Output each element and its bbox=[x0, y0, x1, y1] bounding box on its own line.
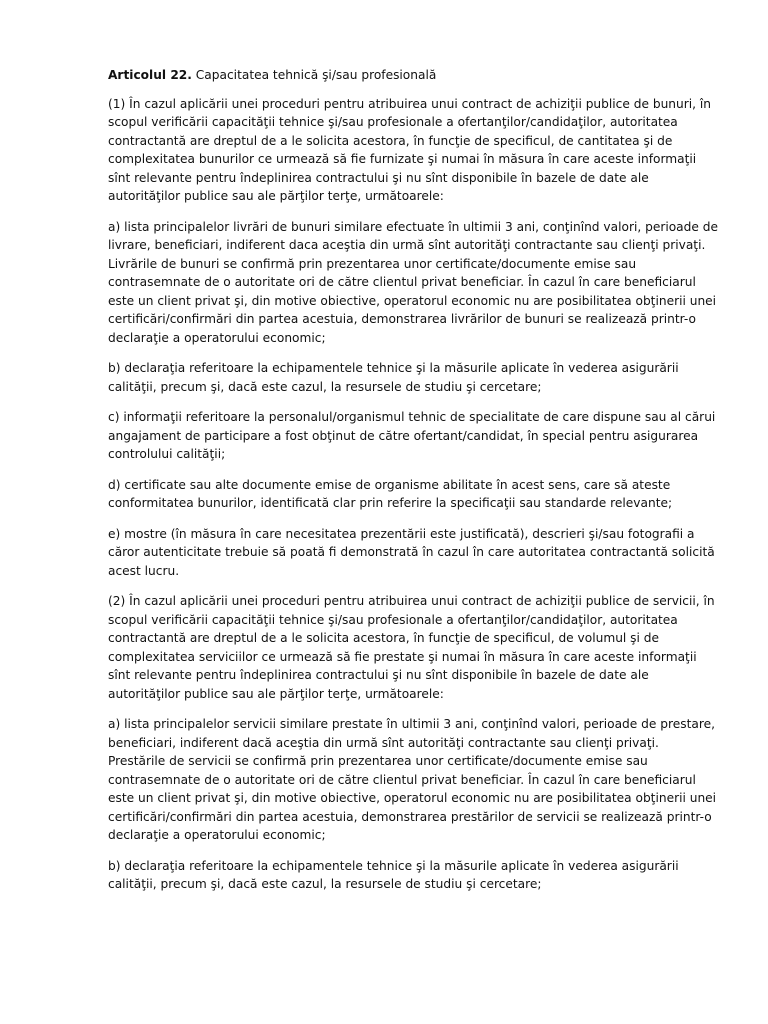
paragraph-1-item-c: c) informaţii referitoare la personalul/organismul tehnic de specialitate de care dispune sau al cărui angajament de participare a fost obţinut de către ofertant/candidat, în special pentru asigurarea controlului calităţii; bbox=[108, 410, 716, 461]
document-page bbox=[108, 66, 718, 906]
paragraph-1-item-a: a) lista principalelor livrări de bunuri similare efectuate în ultimii 3 ani, conţinînd valori, perioade de livrare, beneficiari, indiferent daca aceştia din urmă sînt autorităţi contractante sau clienţi privaţi. Livrările de bunuri se confirmă prin prezentarea unor certificate/documente emise sau contrasemnate de o autoritate ori de către clientul privat beneficiar. În cazul în care beneficiarul este un client privat şi, din motive obiective, operatorul economic nu are posibilitatea obţinerii unei certificări/confirmări din partea acestuia, demonstrarea livrărilor de bunuri se realizează printr-o declaraţie a operatorului economic; bbox=[108, 219, 718, 345]
paragraph-1-item-e: e) mostre (în măsura în care necesitatea prezentării este justificată), descrieri şi/sau fotografii a căror autenticitate trebuie să poată fi demonstrată în cazul în care autoritatea contractantă solicită acest lucru. bbox=[108, 526, 715, 578]
article-title: Capacitatea tehnică şi/sau profesională bbox=[195, 68, 437, 82]
paragraph-1-item-b: b) declaraţia referitoare la echipamentele tehnice şi la măsurile aplicate în vederea asigurării calităţii, precum şi, dacă este cazul, la resursele de studiu şi cercetare; bbox=[108, 361, 679, 394]
article-number: Articolul 22. bbox=[108, 68, 192, 82]
paragraph-1-item-d: d) certificate sau alte documente emise de organisme abilitate în acest sens, care să ateste conformitatea bunurilor, identificată clar prin referire la specificaţii sau standarde relevante; bbox=[108, 477, 673, 510]
article-heading bbox=[108, 66, 718, 85]
paragraph-2-item-b: b) declaraţia referitoare la echipamentele tehnice şi la măsurile aplicate în vederea asigurării calităţii, precum şi, dacă este cazul, la resursele de studiu şi cercetare; bbox=[108, 858, 679, 891]
paragraph-2-item-a: a) lista principalelor servicii similare prestate în ultimii 3 ani, conţinînd valori, perioade de prestare, beneficiari, indiferent dacă aceştia din urmă sînt autorităţi contractante sau clienţi privaţi. Prestările de servicii se confirmă prin prezentarea unor certificate/documente emise sau contrasemnate de o autoritate ori de către clientul privat beneficiar. În cazul în care beneficiarul este un client privat şi, din motive obiective, operatorul economic nu are posibilitatea obţinerii unei certificări/confirmări din partea acestuia, demonstrarea prestărilor de servicii se realizează printr-o declaraţie a operatorului economic; bbox=[108, 717, 717, 842]
paragraph-2: (2) În cazul aplicării unei proceduri pentru atribuirea unui contract de achiziţii publice de servicii, în scopul verificării capacităţii tehnice şi/sau profesionale a ofertanţilor/candidaţilor, autoritatea contractantă are dreptul de a le solicita acestora, în funcţie de specificul, de volumul şi de complexitatea serviciilor ce urmează să fie prestate şi numai în măsura în care aceste informaţii sînt relevante pentru îndeplinirea contractului şi nu sînt disponibile în bazele de date ale autorităţilor publice sau ale părţilor terţe, următoarele: bbox=[108, 594, 715, 701]
paragraph-1: (1) În cazul aplicării unei proceduri pentru atribuirea unui contract de achiziţii publice de bunuri, în scopul verificării capacităţii tehnice şi/sau profesionale a ofertanţilor/candidaţilor, autoritatea contractantă are dreptul de a le solicita acestora, în funcţie de specificul, de cantitatea şi de complexitatea bunurilor ce urmează să fie furnizate şi numai în măsura în care aceste informaţii sînt relevante pentru îndeplinirea contractului şi nu sînt disponibile în bazele de date ale autorităţilor publice sau ale părţilor terţe, următoarele: bbox=[108, 96, 712, 203]
